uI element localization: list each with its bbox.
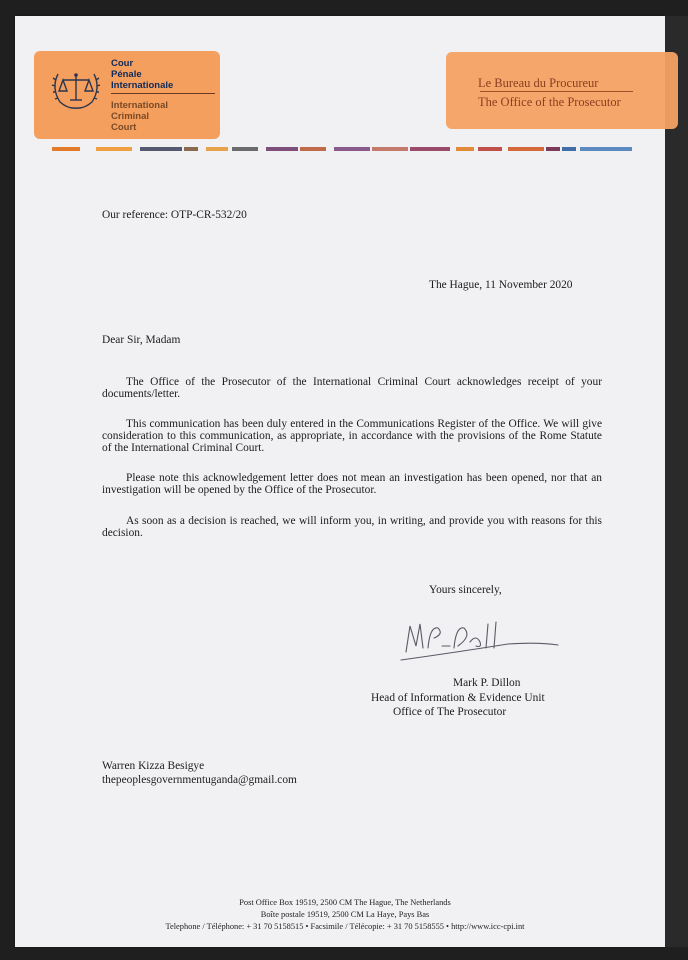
scan-edge [665,16,688,947]
recipient-email: thepeoplesgovernmentuganda@gmail.com [102,774,297,786]
recipient-name: Warren Kizza Besigye [102,760,205,772]
scales-of-justice-logo [48,66,104,112]
letter-date: The Hague, 11 November 2020 [429,279,573,291]
signatory-title: Head of Information & Evidence Unit [371,692,545,704]
body-paragraph-1: The Office of the Prosecutor of the International Criminal Court acknowledges receipt of your documents/letter. [102,376,602,401]
office-name-english: The Office of the Prosecutor [478,95,621,109]
body-paragraph-4: As soon as a decision is reached, we will inform you, in writing, and provide you with reasons for this decision. [102,515,602,540]
logo-text-international: International [111,100,169,111]
logo-text-internationale: Internationale [111,80,174,91]
footer-contact: Telephone / Téléphone: + 31 70 5158515 • Facsimile / Télécopie: + 31 70 5158555 • http://www.icc-cpi.int [165,922,525,931]
salutation: Dear Sir, Madam [102,334,181,346]
body-paragraph-2: This communication has been duly entered in the Communications Register of the Office. We will give consideration to this communication, as appropriate, in accordance with the provisions of the Rome Statute of the International Criminal Court. [102,418,602,455]
closing: Yours sincerely, [429,584,502,596]
office-name-french: Le Bureau du Procureur [478,76,599,90]
logo-text-cour: Cour [111,58,134,69]
logo-text-court: Court [111,122,137,133]
logo-text-criminal: Criminal [111,111,150,122]
office-divider [480,91,633,92]
body-paragraph-3: Please note this acknowledgement letter does not mean an investigation has been opened, nor that an investigation will be opened by the Office of the Prosecutor. [102,472,602,497]
signatory-office: Office of The Prosecutor [393,706,507,718]
logo-text-penale: Pénale [111,69,142,80]
signatory-name: Mark P. Dillon [453,677,521,689]
reference-line: Our reference: OTP-CR-532/20 [102,209,247,221]
footer-address-french: Boîte postale 19519, 2500 CM La Haye, Pays Bas [260,910,430,919]
footer-address-english: Post Office Box 19519, 2500 CM The Hague, The Netherlands [239,898,451,907]
logo-divider [111,93,215,94]
handwritten-signature [398,612,562,666]
